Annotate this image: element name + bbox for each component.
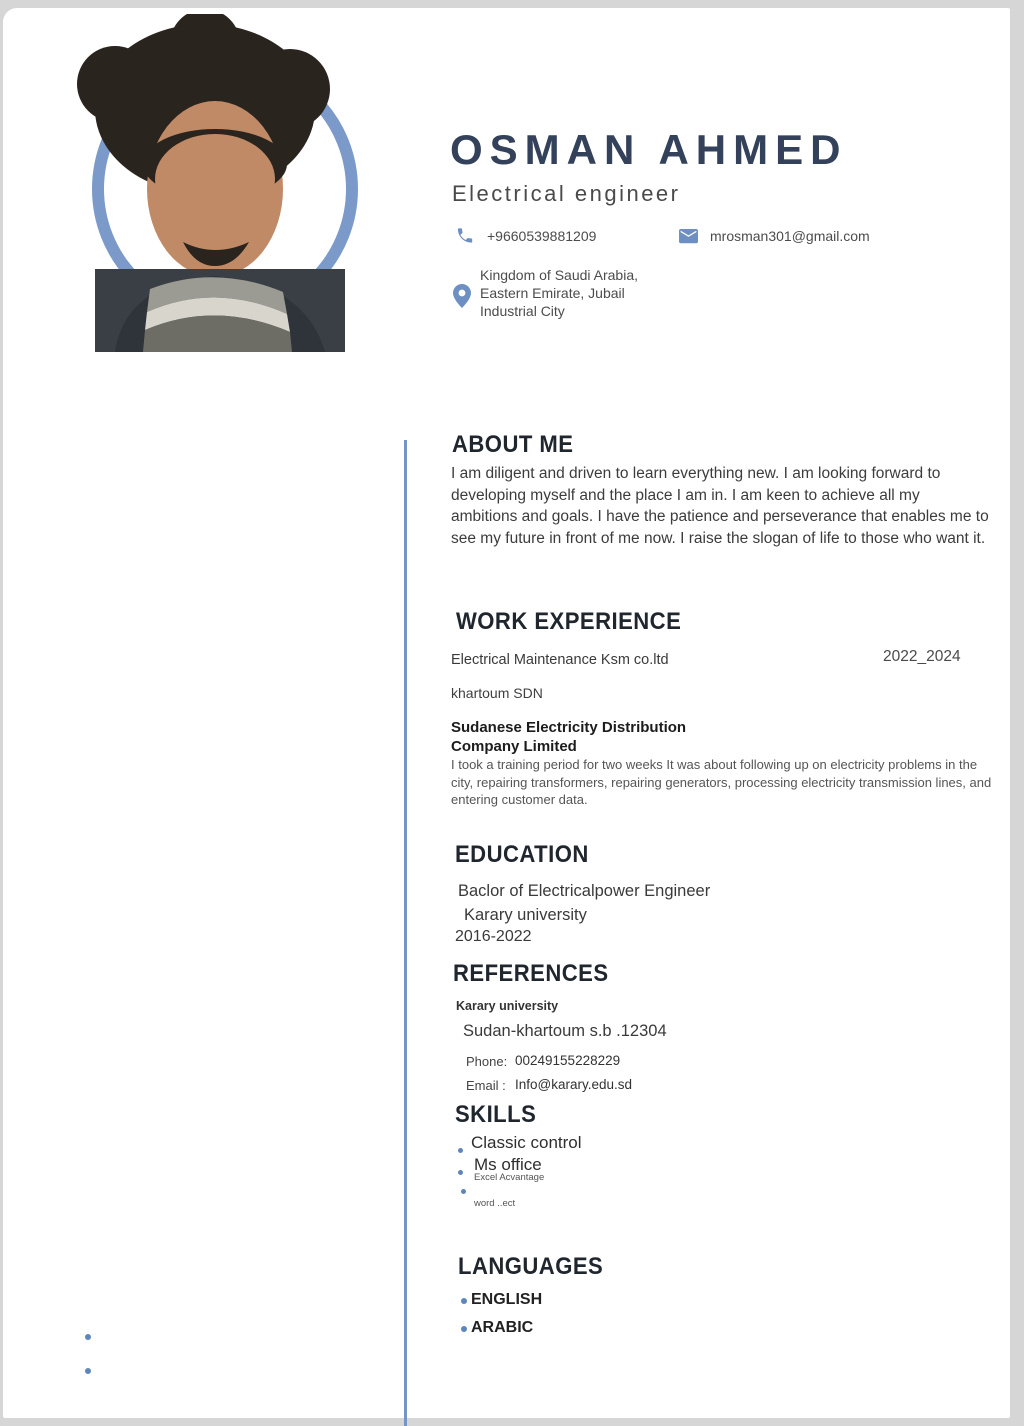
work-description: I took a training period for two weeks It was about following up on electricity problems in the city, repairing transformers, repairing generators, processing electricity transmission lines, and entering customer data.	[451, 757, 992, 807]
person-job-title: Electrical engineer	[452, 181, 681, 206]
languages-heading: LANGUAGES	[458, 1253, 604, 1280]
phone-icon	[455, 226, 474, 250]
work-employer-line-1: Sudanese Electricity Distribution	[451, 719, 687, 736]
email-address: mrosman301@gmail.com	[710, 228, 870, 244]
phone-number: +9660539881209	[487, 228, 597, 244]
education-heading: EDUCATION	[455, 841, 589, 868]
address-line-3: Industrial City	[480, 303, 565, 319]
resume-page	[3, 8, 1010, 1418]
person-name: OSMAN AHMED	[450, 126, 848, 173]
education-degree: Baclor of Electricalpower Engineer	[458, 882, 711, 900]
bullet-icon	[461, 1326, 467, 1332]
skill-sub-item: Excel Acvantage	[474, 1172, 545, 1183]
bullet-icon	[461, 1189, 466, 1194]
reference-org: Karary university	[456, 999, 559, 1013]
work-location: khartoum SDN	[451, 685, 543, 701]
skills-heading: SKILLS	[455, 1101, 537, 1128]
about-heading: ABOUT ME	[452, 431, 574, 458]
education-years: 2016-2022	[455, 928, 532, 945]
work-heading: WORK EXPERIENCE	[456, 608, 682, 635]
education-school: Karary university	[464, 906, 587, 924]
section-divider-line	[404, 440, 407, 1426]
reference-email: Info@karary.edu.sd	[515, 1077, 633, 1092]
address-line-1: Kingdom of Saudi Arabia,	[480, 267, 638, 283]
work-employer-line-2: Company Limited	[451, 738, 577, 755]
profile-photo-graphic	[55, 14, 365, 352]
decorative-dot	[85, 1368, 91, 1374]
bullet-icon	[461, 1298, 467, 1304]
work-company: Electrical Maintenance Ksm co.ltd	[451, 652, 669, 668]
reference-phone-label: Phone:	[466, 1054, 508, 1069]
bullet-icon	[458, 1148, 463, 1153]
email-icon	[679, 229, 698, 249]
about-text: I am diligent and driven to learn everything new. I am looking forward to developing myself and the place I am in. I am keen to achieve all my ambitions and goals. I have the patience and perseverance that enables me to see my future in front of me now. I raise the slogan of life to those who want it.	[451, 465, 989, 547]
language-item: ENGLISH	[471, 1291, 543, 1308]
skill-sub-item: word ..ect	[474, 1198, 516, 1209]
skill-item: Classic control	[471, 1133, 582, 1152]
work-dates: 2022_2024	[883, 648, 961, 665]
address-line-2: Eastern Emirate, Jubail	[480, 285, 625, 301]
references-heading: REFERENCES	[453, 960, 609, 987]
skill-item: Ms office	[474, 1155, 542, 1174]
language-item: ARABIC	[471, 1319, 534, 1336]
address-block	[480, 266, 638, 320]
reference-phone: 00249155228229	[515, 1053, 621, 1068]
bullet-icon	[458, 1170, 463, 1175]
reference-address: Sudan-khartoum s.b .12304	[463, 1022, 667, 1040]
reference-email-label: Email :	[466, 1078, 506, 1093]
profile-photo	[55, 14, 365, 352]
decorative-dot	[85, 1334, 91, 1340]
location-icon	[453, 284, 471, 313]
person-silhouette	[77, 14, 345, 352]
work-employer	[451, 718, 686, 756]
